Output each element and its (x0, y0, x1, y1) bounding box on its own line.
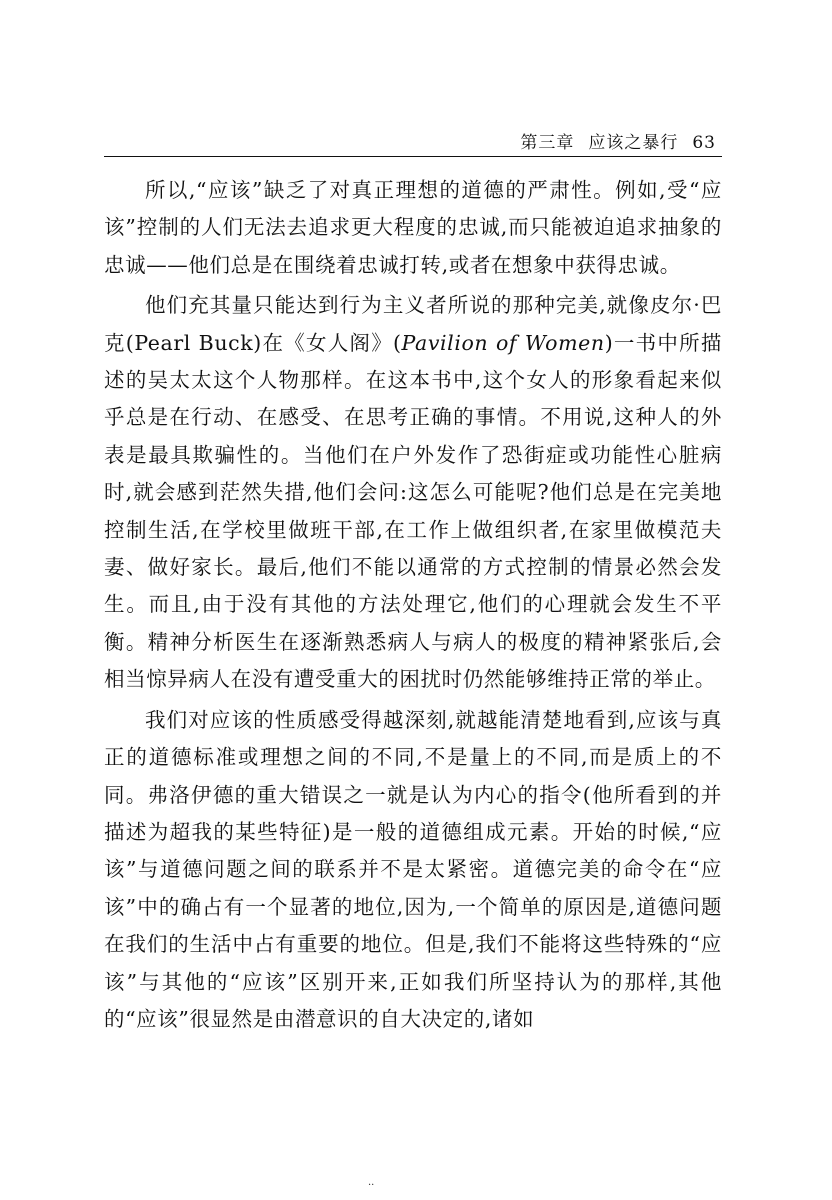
page-number: 63 (692, 133, 716, 153)
section-title: 应该之暴行 (588, 133, 679, 153)
header-text (520, 128, 716, 153)
chapter-label: 第三章 (520, 133, 575, 153)
paragraph-2-part-1: 他们充其量只能达到行为主义者所说的那种完美,就像皮尔·巴克(Pearl Buck)在《女人阁》( (104, 293, 722, 355)
page-bottom-mark: ·· (368, 1180, 375, 1191)
paragraph-2-part-2: )一书中所描述的吴太太这个人物那样。在这本书中,这个女人的形象看起来似乎总是在行动、在感受、在思考正确的事情。不用说,这种人的外表是最具欺骗性的。当他们在户外发作了恐街症或功能性心脏病时,就会感到茫然失措,他们会问:这怎么可能呢?他们总是在完美地控制生活,在学校里做班干部,在工作上做组织者,在家里做模范夫妻、做好家长。最后,他们不能以通常的方式控制的情景必然会发生。而且,由于没有其他的方法处理它,他们的心理就会发生不平衡。精神分析医生在逐渐熟悉病人与病人的极度的精神紧张后,会相当惊异病人在没有遭受重大的困扰时仍然能够维持正常的举止。 (104, 330, 722, 692)
header-rule (104, 156, 722, 157)
body-text (104, 172, 722, 1041)
paragraph-3: 我们对应该的性质感受得越深刻,就越能清楚地看到,应该与真正的道德标准或理想之间的不同,不是量上的不同,而是质上的不同。弗洛伊德的重大错误之一就是认为内心的指令(他所看到的并描述为超我的某些特征)是一般的道德组成元素。开始的时候,“应该”与道德问题之间的联系并不是太紧密。道德完美的命令在“应该”中的确占有一个显著的地位,因为,一个简单的原因是,道德问题在我们的生活中占有重要的地位。但是,我们不能将这些特殊的“应该”与其他的“应该”区别开来,正如我们所坚持认为的那样,其他的“应该”很显然是由潜意识的自大决定的,诸如 (104, 707, 722, 1031)
running-header (104, 128, 722, 162)
paragraph-1: 所以,“应该”缺乏了对真正理想的道德的严肃性。例如,受“应该”控制的人们无法去追求更大程度的忠诚,而只能被迫追求抽象的忠诚——他们总是在围绕着忠诚打转,或者在想象中获得忠诚。 (104, 178, 722, 277)
book-title-italic: Pavilion of Women (401, 330, 605, 355)
paragraph-2 (104, 287, 722, 698)
